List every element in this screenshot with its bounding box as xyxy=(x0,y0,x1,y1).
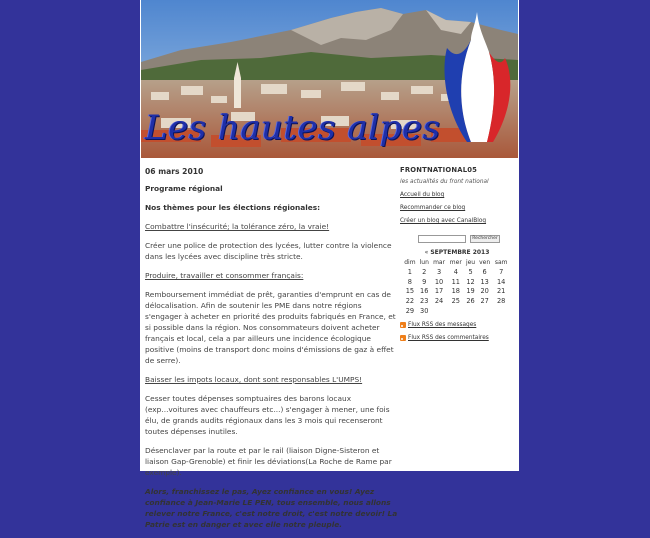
post-content xyxy=(145,166,398,538)
calendar-prev-link[interactable]: « xyxy=(424,249,429,256)
calendar-header xyxy=(402,249,512,257)
calendar-month: SEPTEMBRE 2013 xyxy=(430,249,490,256)
rss-icon xyxy=(400,335,406,341)
rss-comments[interactable] xyxy=(400,334,518,342)
search-button[interactable]: Rechercher xyxy=(470,235,500,243)
calendar-day[interactable]: 10 xyxy=(434,277,444,286)
calendar-day-header: sam xyxy=(494,258,508,266)
post-date: 06 mars 2010 xyxy=(145,167,204,176)
paragraph: Remboursement immédiat de prêt, garanties d'emprunt en cas de délocalisation. Afin de soutenir les PME dans notre régions s'engager à acheter en priorité des produits fabriqués en France, et si possible dans la région. Nos consommateurs doivent acheter français et local, cela a par ailleurs une incidence écologique positive (moins de transport donc moins d'émissions de gaz à effet de serre). xyxy=(145,290,396,365)
calendar-day[interactable]: 8 xyxy=(407,277,412,286)
search-input[interactable] xyxy=(418,235,466,243)
calendar-day[interactable]: 3 xyxy=(436,267,442,276)
calendar-day xyxy=(477,306,492,316)
calendar-day[interactable]: 11 xyxy=(451,277,460,286)
calendar-day[interactable]: 16 xyxy=(420,287,429,296)
calendar-day[interactable]: 21 xyxy=(496,287,506,296)
calendar-day[interactable]: 12 xyxy=(466,277,475,286)
calendar-day[interactable]: 4 xyxy=(453,267,458,276)
calendar-day-header: ven xyxy=(479,258,491,266)
calendar-day[interactable]: 17 xyxy=(434,287,444,296)
sidebar-blog-name: FRONTNATIONAL05 xyxy=(400,166,478,174)
calendar-day xyxy=(464,306,477,316)
calendar-week xyxy=(402,296,510,306)
rss-icon xyxy=(400,322,406,328)
blog-banner[interactable] xyxy=(141,0,518,158)
calendar-day-header: mer xyxy=(449,258,462,266)
calendar-day[interactable]: 19 xyxy=(466,287,475,296)
calendar-week xyxy=(402,286,510,296)
calendar-day[interactable]: 9 xyxy=(422,277,427,286)
blog-title[interactable]: Les hautes alpes xyxy=(145,108,441,148)
section-heading: Combattre l'insécurité; la tolérance zéro, la vraie! xyxy=(145,222,330,231)
calendar-day[interactable]: 25 xyxy=(451,296,460,305)
calendar-day[interactable]: 23 xyxy=(420,296,429,305)
calendar-day[interactable]: 24 xyxy=(434,296,444,305)
calendar-day[interactable]: 1 xyxy=(407,267,412,276)
calendar-day-header: mar xyxy=(433,258,446,266)
calendar-day[interactable]: 5 xyxy=(468,267,473,276)
paragraph: Créer une police de protection des lycées, lutter contre la violence dans les lycées avec discipline très stricte. xyxy=(145,241,392,261)
calendar-day xyxy=(447,306,464,316)
calendar-day[interactable]: 20 xyxy=(480,287,489,296)
calendar-table xyxy=(402,258,510,315)
section-heading: Baisser les impots locaux, dont sont responsables L'UMPS! xyxy=(145,375,363,384)
calendar-day-header: lun xyxy=(419,258,429,266)
link-blog-home[interactable]: Accueil du blog xyxy=(400,192,445,198)
link-recommend-blog[interactable]: Recommander ce blog xyxy=(400,205,466,211)
search-form xyxy=(400,235,518,245)
calendar-day[interactable]: 13 xyxy=(480,277,489,286)
calendar-day[interactable]: 26 xyxy=(466,296,475,305)
calendar-day[interactable]: 29 xyxy=(405,306,415,315)
calendar-day[interactable]: 15 xyxy=(405,287,415,296)
calendar-week xyxy=(402,267,510,277)
calendar-day[interactable]: 14 xyxy=(496,277,506,286)
calendar-day-header: dim xyxy=(404,258,416,266)
link-create-blog[interactable]: Créer un blog avec CanalBlog xyxy=(400,218,487,224)
closing-paragraph: Alors, franchissez le pas, Ayez confiance en vous! Ayez confiance à Jean-Marie LE PEN, tous ensemble, nous allons relever notre France, c'est notre droit, c'est notre devoir! La Patrie est en danger et avec elle notre pleuple. xyxy=(145,487,398,529)
post-title[interactable]: Programe régional xyxy=(145,184,223,193)
rss-messages[interactable] xyxy=(400,321,518,329)
calendar-day-header: jeu xyxy=(465,258,476,266)
rss-comments-link[interactable]: Flux RSS des commentaires xyxy=(408,335,489,342)
calendar-day[interactable]: 27 xyxy=(480,296,489,305)
section-heading: Produire, travailler et consommer français: xyxy=(145,271,304,280)
paragraph: Cesser toutes dépenses somptuaires des barons locaux (exp...voitures avec chauffeurs etc...) s'engager à mener, une fois élu, de grands audits régionaux dans les 3 mois qui recenseront toutes dépenses inutiles. xyxy=(145,394,390,436)
page-container xyxy=(140,0,519,529)
calendar xyxy=(402,249,512,315)
calendar-day[interactable]: 7 xyxy=(499,267,504,276)
rss-messages-link[interactable]: Flux RSS des messages xyxy=(408,322,477,329)
calendar-week xyxy=(402,306,510,316)
calendar-week xyxy=(402,277,510,287)
calendar-day[interactable]: 6 xyxy=(482,267,487,276)
calendar-day xyxy=(431,306,448,316)
sidebar-blog-description: les actualités du front national xyxy=(400,179,489,185)
calendar-day[interactable]: 22 xyxy=(405,296,415,305)
post-subhead: Nos thèmes pour les élections régionales: xyxy=(145,203,321,212)
calendar-day xyxy=(492,306,510,316)
calendar-day[interactable]: 28 xyxy=(496,296,506,305)
calendar-day[interactable]: 2 xyxy=(422,267,427,276)
sidebar xyxy=(400,166,518,342)
calendar-day[interactable]: 18 xyxy=(451,287,460,296)
calendar-day[interactable]: 30 xyxy=(420,306,429,315)
paragraph: Désenclaver par la route et par le rail (liaison Digne-Sisteron et liaison Gap-Grenoble) et finir les déviations(La Roche de Rame par exemple). xyxy=(145,446,392,477)
